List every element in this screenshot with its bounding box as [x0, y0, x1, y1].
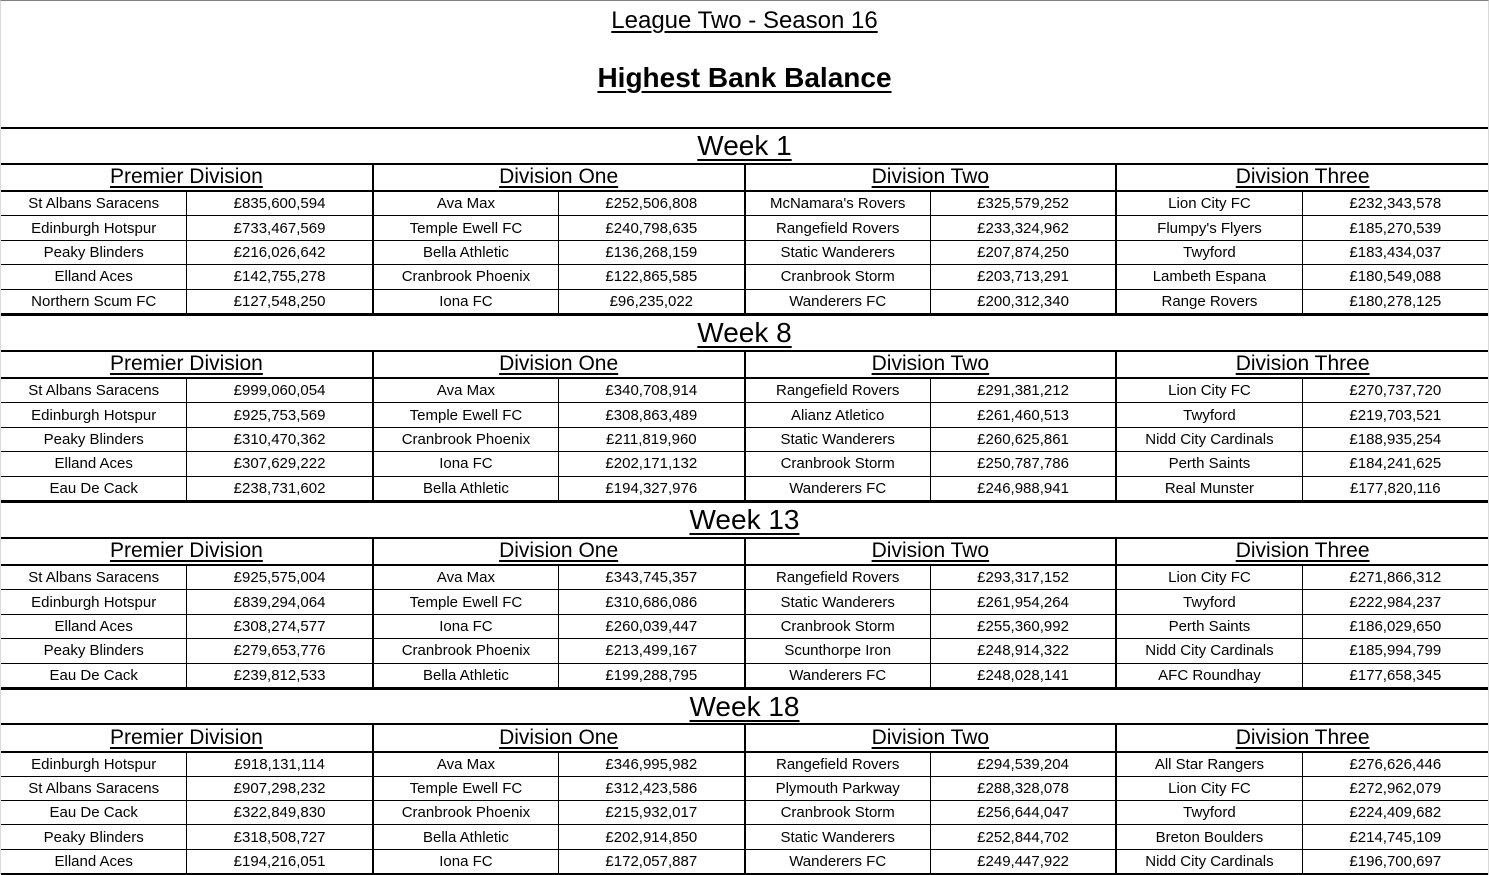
table-row	[1, 590, 1488, 614]
table-row	[1, 191, 1488, 216]
table-row	[1, 825, 1488, 849]
balance-cell: £127,548,250	[187, 289, 373, 313]
balance-cell: £238,731,602	[187, 476, 373, 500]
team-cell: Twyford	[1116, 590, 1302, 614]
team-cell: Ava Max	[373, 752, 559, 777]
division-label: Premier Division	[109, 165, 263, 189]
team-cell: Peaky Blinders	[1, 639, 187, 663]
table-row	[1, 403, 1488, 427]
team-cell: Temple Ewell FC	[373, 403, 559, 427]
team-cell: St Albans Saracens	[1, 565, 187, 590]
team-cell: Nidd City Cardinals	[1116, 849, 1302, 874]
balance-cell: £216,026,642	[187, 240, 373, 264]
table-row	[1, 849, 1488, 874]
balance-cell: £202,171,132	[559, 452, 745, 476]
division-label: Division Two	[871, 165, 990, 189]
week-section	[1, 127, 1488, 314]
balance-cell: £185,994,799	[1302, 639, 1488, 663]
balance-cell: £272,962,079	[1302, 776, 1488, 800]
division-header-cell	[373, 724, 745, 751]
balance-cell: £246,988,941	[930, 476, 1116, 500]
division-label: Division Two	[871, 726, 990, 750]
team-cell: Lion City FC	[1116, 191, 1302, 216]
team-cell: Eau De Cack	[1, 663, 187, 687]
balance-cell: £343,745,357	[559, 565, 745, 590]
team-cell: Cranbrook Phoenix	[373, 427, 559, 451]
balance-cell: £276,626,446	[1302, 752, 1488, 777]
week-label: Week 13	[689, 503, 800, 535]
balance-cell: £255,360,992	[930, 614, 1116, 638]
balance-cell: £215,932,017	[559, 801, 745, 825]
team-cell: St Albans Saracens	[1, 378, 187, 403]
division-header-cell	[1, 538, 373, 565]
balance-cell: £180,278,125	[1302, 289, 1488, 313]
balance-cell: £233,324,962	[930, 216, 1116, 240]
table-row	[1, 476, 1488, 500]
team-cell: Ava Max	[373, 565, 559, 590]
team-cell: Breton Boulders	[1116, 825, 1302, 849]
team-cell: Northern Scum FC	[1, 289, 187, 313]
team-cell: Twyford	[1116, 240, 1302, 264]
team-cell: St Albans Saracens	[1, 776, 187, 800]
balance-cell: £240,798,635	[559, 216, 745, 240]
week-section	[1, 688, 1488, 875]
division-header-row	[1, 538, 1488, 565]
table-row	[1, 801, 1488, 825]
division-header-cell	[745, 724, 1117, 751]
balance-cell: £122,865,585	[559, 265, 745, 289]
page-subtitle: Highest Bank Balance	[597, 62, 892, 93]
division-header-cell	[373, 164, 745, 191]
team-cell: Edinburgh Hotspur	[1, 590, 187, 614]
team-cell: AFC Roundhay	[1116, 663, 1302, 687]
team-cell: Temple Ewell FC	[373, 776, 559, 800]
division-header-cell	[745, 538, 1117, 565]
team-cell: Iona FC	[373, 614, 559, 638]
balance-cell: £211,819,960	[559, 427, 745, 451]
team-cell: Eau De Cack	[1, 801, 187, 825]
team-cell: Twyford	[1116, 801, 1302, 825]
balance-cell: £835,600,594	[187, 191, 373, 216]
balance-cell: £232,343,578	[1302, 191, 1488, 216]
balance-cell: £177,820,116	[1302, 476, 1488, 500]
team-cell: Rangefield Rovers	[745, 378, 931, 403]
division-label: Premier Division	[109, 726, 263, 750]
division-header-cell	[1, 724, 373, 751]
balance-cell: £199,288,795	[559, 663, 745, 687]
team-cell: Wanderers FC	[745, 476, 931, 500]
division-header-cell	[1, 164, 373, 191]
division-header-cell	[373, 351, 745, 378]
team-cell: Perth Saints	[1116, 452, 1302, 476]
table-row	[1, 565, 1488, 590]
table-row	[1, 776, 1488, 800]
table-row	[1, 265, 1488, 289]
balance-cell: £188,935,254	[1302, 427, 1488, 451]
balance-cell: £291,381,212	[930, 378, 1116, 403]
division-header-row	[1, 351, 1488, 378]
team-cell: Edinburgh Hotspur	[1, 216, 187, 240]
team-cell: Wanderers FC	[745, 663, 931, 687]
team-cell: Rangefield Rovers	[745, 216, 931, 240]
team-cell: Bella Athletic	[373, 240, 559, 264]
balance-cell: £200,312,340	[930, 289, 1116, 313]
balance-cell: £294,539,204	[930, 752, 1116, 777]
team-cell: Temple Ewell FC	[373, 216, 559, 240]
division-label: Division Three	[1235, 352, 1370, 376]
balance-cell: £248,914,322	[930, 639, 1116, 663]
balance-cell: £249,447,922	[930, 849, 1116, 874]
team-cell: Rangefield Rovers	[745, 752, 931, 777]
division-header-cell	[373, 538, 745, 565]
team-cell: Cranbrook Storm	[745, 452, 931, 476]
team-cell: Iona FC	[373, 849, 559, 874]
balance-cell: £194,327,976	[559, 476, 745, 500]
team-cell: Real Munster	[1116, 476, 1302, 500]
team-cell: McNamara's Rovers	[745, 191, 931, 216]
balance-cell: £261,954,264	[930, 590, 1116, 614]
balance-cell: £136,268,159	[559, 240, 745, 264]
division-header-row	[1, 164, 1488, 191]
team-cell: Ava Max	[373, 191, 559, 216]
team-cell: Edinburgh Hotspur	[1, 752, 187, 777]
table-row	[1, 427, 1488, 451]
balance-cell: £96,235,022	[559, 289, 745, 313]
balance-cell: £250,787,786	[930, 452, 1116, 476]
team-cell: Bella Athletic	[373, 663, 559, 687]
team-cell: Cranbrook Storm	[745, 801, 931, 825]
team-cell: Temple Ewell FC	[373, 590, 559, 614]
balance-cell: £325,579,252	[930, 191, 1116, 216]
team-cell: Wanderers FC	[745, 849, 931, 874]
balance-cell: £172,057,887	[559, 849, 745, 874]
team-cell: Lion City FC	[1116, 776, 1302, 800]
balance-cell: £999,060,054	[187, 378, 373, 403]
team-cell: Iona FC	[373, 289, 559, 313]
team-cell: Lion City FC	[1116, 565, 1302, 590]
balance-cell: £925,753,569	[187, 403, 373, 427]
balance-cell: £907,298,232	[187, 776, 373, 800]
balance-cell: £207,874,250	[930, 240, 1116, 264]
team-cell: Perth Saints	[1116, 614, 1302, 638]
balance-cell: £219,703,521	[1302, 403, 1488, 427]
division-label: Division Three	[1235, 539, 1370, 563]
balance-cell: £918,131,114	[187, 752, 373, 777]
division-label: Division One	[499, 352, 619, 376]
division-header-cell	[1, 351, 373, 378]
balance-cell: £279,653,776	[187, 639, 373, 663]
week-label: Week 1	[697, 129, 792, 161]
page-title: League Two - Season 16	[611, 7, 878, 34]
week-section	[1, 314, 1488, 501]
week-label: Week 8	[697, 316, 792, 348]
team-cell: Nidd City Cardinals	[1116, 639, 1302, 663]
team-cell: Rangefield Rovers	[745, 565, 931, 590]
balance-cell: £252,506,808	[559, 191, 745, 216]
team-cell: Flumpy's Flyers	[1116, 216, 1302, 240]
division-header-cell	[1116, 351, 1488, 378]
table-row	[1, 614, 1488, 638]
balance-cell: £271,866,312	[1302, 565, 1488, 590]
division-label: Division Three	[1235, 165, 1370, 189]
team-cell: Cranbrook Phoenix	[373, 801, 559, 825]
table-row	[1, 240, 1488, 264]
balance-cell: £177,658,345	[1302, 663, 1488, 687]
team-cell: Elland Aces	[1, 452, 187, 476]
balance-cell: £307,629,222	[187, 452, 373, 476]
balance-cell: £288,328,078	[930, 776, 1116, 800]
division-header-cell	[745, 164, 1117, 191]
table-row	[1, 639, 1488, 663]
team-cell: All Star Rangers	[1116, 752, 1302, 777]
team-cell: Lambeth Espana	[1116, 265, 1302, 289]
team-cell: Cranbrook Storm	[745, 265, 931, 289]
balance-cell: £839,294,064	[187, 590, 373, 614]
balance-cell: £186,029,650	[1302, 614, 1488, 638]
week-header-row	[1, 128, 1488, 164]
team-cell: Cranbrook Phoenix	[373, 265, 559, 289]
division-label: Division Three	[1235, 726, 1370, 750]
weeks-container	[1, 127, 1488, 875]
team-cell: Eau De Cack	[1, 476, 187, 500]
team-cell: Twyford	[1116, 403, 1302, 427]
balance-cell: £322,849,830	[187, 801, 373, 825]
division-label: Division One	[499, 726, 619, 750]
team-cell: Bella Athletic	[373, 825, 559, 849]
balance-cell: £252,844,702	[930, 825, 1116, 849]
team-cell: Cranbrook Storm	[745, 614, 931, 638]
team-cell: Elland Aces	[1, 849, 187, 874]
balance-cell: £248,028,141	[930, 663, 1116, 687]
team-cell: Range Rovers	[1116, 289, 1302, 313]
table-row	[1, 289, 1488, 313]
team-cell: Cranbrook Phoenix	[373, 639, 559, 663]
balance-cell: £312,423,586	[559, 776, 745, 800]
balance-cell: £270,737,720	[1302, 378, 1488, 403]
balance-cell: £213,499,167	[559, 639, 745, 663]
balance-cell: £261,460,513	[930, 403, 1116, 427]
team-cell: Static Wanderers	[745, 427, 931, 451]
team-cell: Static Wanderers	[745, 240, 931, 264]
week-header-row	[1, 502, 1488, 538]
week-header-cell	[1, 128, 1488, 164]
team-cell: Scunthorpe Iron	[745, 639, 931, 663]
balance-cell: £222,984,237	[1302, 590, 1488, 614]
team-cell: Peaky Blinders	[1, 825, 187, 849]
balance-cell: £196,700,697	[1302, 849, 1488, 874]
balance-cell: £260,625,861	[930, 427, 1116, 451]
division-header-cell	[1116, 724, 1488, 751]
balance-cell: £202,914,850	[559, 825, 745, 849]
week-header-row	[1, 689, 1488, 724]
division-label: Division Two	[871, 352, 990, 376]
balance-cell: £183,434,037	[1302, 240, 1488, 264]
division-label: Division One	[499, 539, 619, 563]
balance-cell: £308,274,577	[187, 614, 373, 638]
division-header-cell	[745, 351, 1117, 378]
week-header-row	[1, 315, 1488, 351]
title-block	[1, 1, 1488, 127]
team-cell: Edinburgh Hotspur	[1, 403, 187, 427]
week-header-cell	[1, 315, 1488, 351]
week-header-cell	[1, 502, 1488, 538]
week-label: Week 18	[689, 690, 800, 722]
balance-cell: £293,317,152	[930, 565, 1116, 590]
balance-cell: £310,470,362	[187, 427, 373, 451]
balance-cell: £224,409,682	[1302, 801, 1488, 825]
division-label: Division One	[499, 165, 619, 189]
team-cell: Elland Aces	[1, 614, 187, 638]
balance-cell: £194,216,051	[187, 849, 373, 874]
division-label: Premier Division	[109, 539, 263, 563]
team-cell: Bella Athletic	[373, 476, 559, 500]
balance-cell: £340,708,914	[559, 378, 745, 403]
table-row	[1, 452, 1488, 476]
table-row	[1, 378, 1488, 403]
balance-cell: £925,575,004	[187, 565, 373, 590]
week-section	[1, 501, 1488, 688]
division-header-cell	[1116, 538, 1488, 565]
division-label: Division Two	[871, 539, 990, 563]
balance-cell: £318,508,727	[187, 825, 373, 849]
balance-cell: £185,270,539	[1302, 216, 1488, 240]
team-cell: Ava Max	[373, 378, 559, 403]
team-cell: Alianz Atletico	[745, 403, 931, 427]
balance-cell: £310,686,086	[559, 590, 745, 614]
table-row	[1, 216, 1488, 240]
team-cell: Static Wanderers	[745, 825, 931, 849]
team-cell: Peaky Blinders	[1, 240, 187, 264]
balance-cell: £180,549,088	[1302, 265, 1488, 289]
division-label: Premier Division	[109, 352, 263, 376]
balance-cell: £184,241,625	[1302, 452, 1488, 476]
table-row	[1, 663, 1488, 687]
balance-cell: £346,995,982	[559, 752, 745, 777]
balance-cell: £308,863,489	[559, 403, 745, 427]
balance-cell: £142,755,278	[187, 265, 373, 289]
week-header-cell	[1, 689, 1488, 724]
balance-cell: £203,713,291	[930, 265, 1116, 289]
division-header-row	[1, 724, 1488, 751]
balance-cell: £260,039,447	[559, 614, 745, 638]
team-cell: Static Wanderers	[745, 590, 931, 614]
balance-cell: £239,812,533	[187, 663, 373, 687]
balance-cell: £214,745,109	[1302, 825, 1488, 849]
division-header-cell	[1116, 164, 1488, 191]
team-cell: Plymouth Parkway	[745, 776, 931, 800]
balance-cell: £256,644,047	[930, 801, 1116, 825]
balance-cell: £733,467,569	[187, 216, 373, 240]
team-cell: Iona FC	[373, 452, 559, 476]
team-cell: Lion City FC	[1116, 378, 1302, 403]
team-cell: St Albans Saracens	[1, 191, 187, 216]
team-cell: Nidd City Cardinals	[1116, 427, 1302, 451]
team-cell: Elland Aces	[1, 265, 187, 289]
team-cell: Peaky Blinders	[1, 427, 187, 451]
table-row	[1, 752, 1488, 777]
team-cell: Wanderers FC	[745, 289, 931, 313]
